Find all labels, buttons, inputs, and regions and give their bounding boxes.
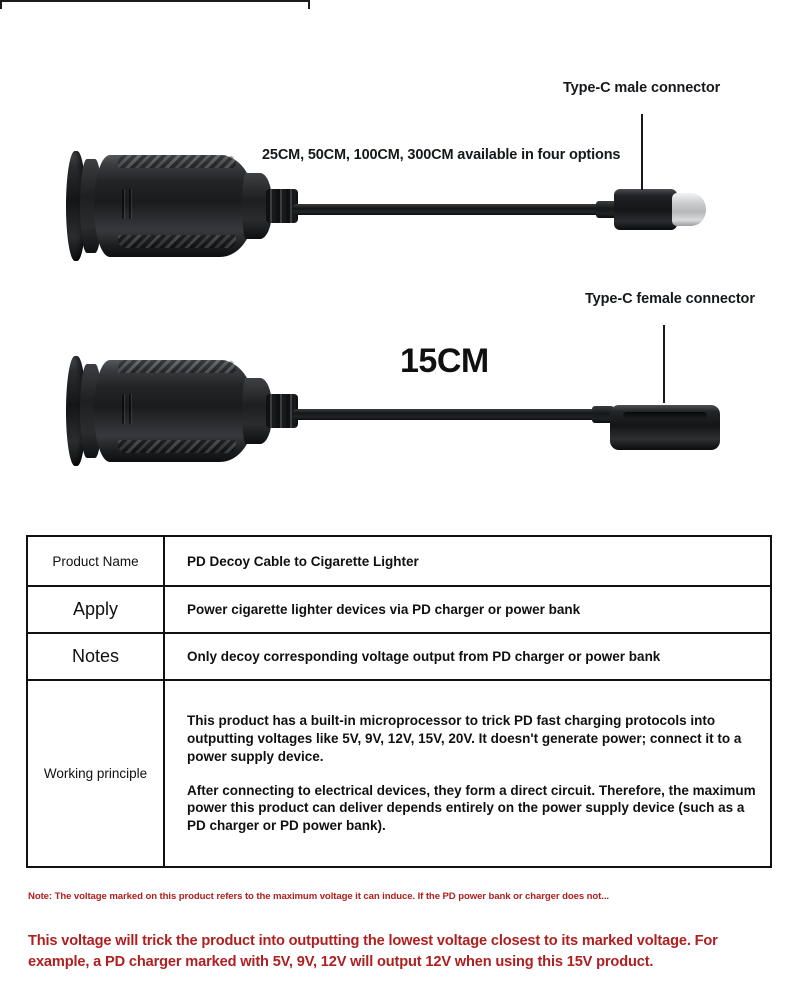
cigarette-lighter-socket-bottom <box>66 350 306 475</box>
row-value-apply: Power cigarette lighter devices via PD charger or power bank <box>164 586 771 633</box>
type-c-female-connector-slot <box>623 412 707 419</box>
length-options-label: 25CM, 50CM, 100CM, 300CM available in four options <box>262 147 621 163</box>
row-value-notes: Only decoy corresponding voltage output from PD charger or power bank <box>164 633 771 680</box>
table-row-notes <box>27 633 771 680</box>
socket-grip-ridges-bottom <box>118 440 236 453</box>
footnote-small: Note: The voltage marked on this product refers to the maximum voltage it can induce. If the PD power bank or charger does not... <box>28 891 609 902</box>
table-row-apply <box>27 586 771 633</box>
socket-score-line-1 <box>122 394 124 424</box>
male-connector-callout-label: Type-C male connector <box>563 80 721 96</box>
row-label-working-principle: Working principle <box>27 680 164 867</box>
row-label-apply: Apply <box>27 586 164 633</box>
socket-grip-ridges-top <box>118 360 236 373</box>
footnote-large: This voltage will trick the product into outputting the lowest voltage closest to its marked voltage. For example, a PD charger marked with 5V, 9V, 12V will output 12V when using this 15V product. <box>28 933 718 970</box>
table-row-working-principle <box>27 680 771 867</box>
working-principle-paragraph-1: This product has a built-in microprocessor to trick PD fast charging protocols into outputting voltages like 5V, 9V, 12V, 15V, 20V. It doesn't generate power; connect it to a power supply device. <box>187 713 742 764</box>
socket-score-line-2 <box>129 394 131 424</box>
female-connector-callout-label: Type-C female connector <box>585 291 755 307</box>
row-label-notes: Notes <box>27 633 164 680</box>
row-value-working-principle <box>164 680 771 867</box>
female-connector-leader-line <box>663 325 665 403</box>
table-row-product-name <box>27 536 771 586</box>
row-label-product-name: Product Name <box>27 536 164 586</box>
specification-table <box>26 535 772 868</box>
length-dimension-bracket-bottom <box>0 0 310 9</box>
row-value-product-name: PD Decoy Cable to Cigarette Lighter <box>164 536 771 586</box>
working-principle-paragraph-2: After connecting to electrical devices, they form a direct circuit. Therefore, the maximum power this product can deliver depends entirely on the power supply device (such as a PD charger or PD power bank). <box>187 782 756 834</box>
cable-bottom <box>292 409 602 420</box>
product-illustration-15cm <box>0 0 790 500</box>
length-fixed-label: 15CM <box>400 342 489 380</box>
